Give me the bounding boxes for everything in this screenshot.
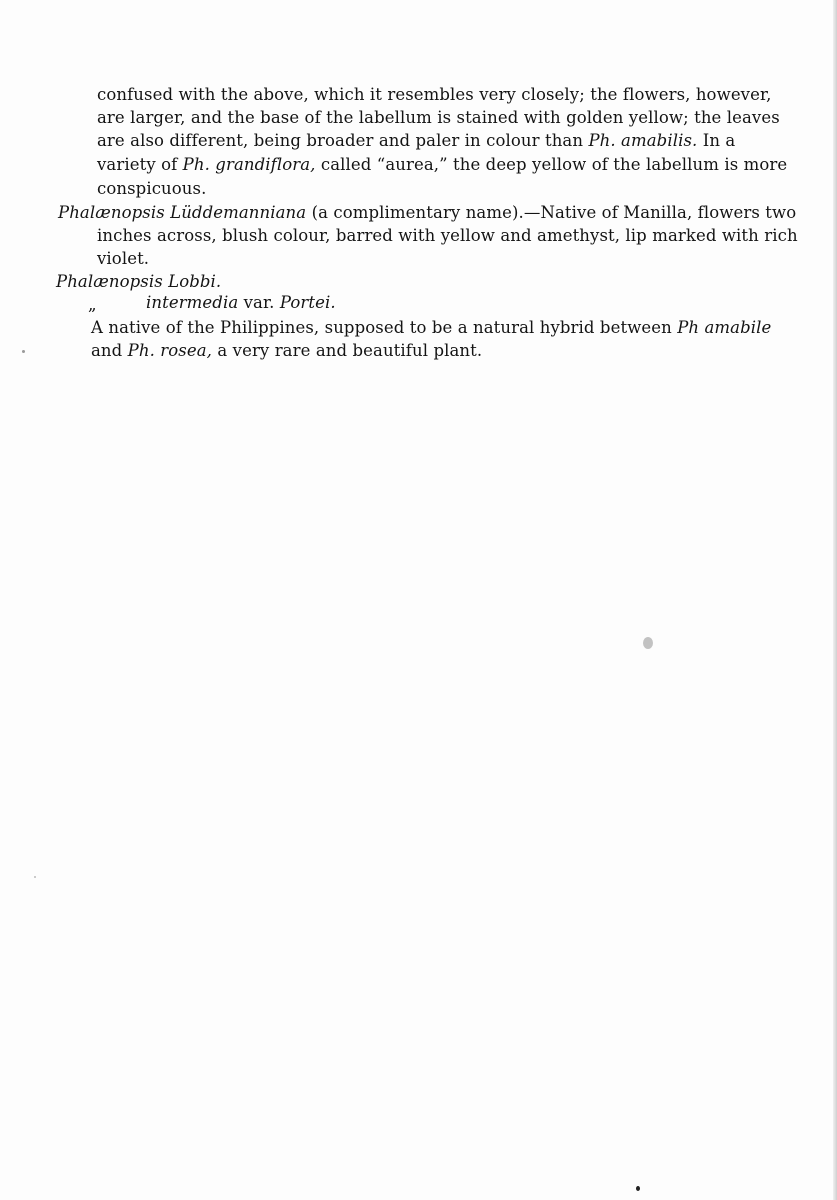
variety-line xyxy=(146,293,336,313)
text: A native of the Philippines, supposed to be a natural hybrid between xyxy=(91,318,678,337)
entry-heading-luddemanniana xyxy=(58,203,796,223)
species-name: Ph. grandiflora, xyxy=(182,155,316,174)
species-name: Phalænopsis Lüddemanniana xyxy=(58,203,307,222)
species-name: Ph. amabilis. xyxy=(588,131,698,150)
text: and xyxy=(91,341,128,360)
entry-subheading-intermedia xyxy=(88,295,97,315)
paragraph-line xyxy=(97,179,206,199)
text: confused with the above, which it resembles very closely; the flowers, however, xyxy=(97,85,772,104)
paragraph-line xyxy=(97,155,787,175)
text: called “aurea,” the deep yellow of the labellum is more xyxy=(315,155,788,174)
text: var. xyxy=(238,293,280,312)
paragraph-line xyxy=(91,318,771,338)
text: are larger, and the base of the labellum is stained with golden yellow; the leaves xyxy=(97,108,780,127)
paragraph-line xyxy=(97,85,772,105)
text: (a complimentary name).—Native of Manilla, flowers two xyxy=(306,203,797,222)
scan-speck xyxy=(34,876,36,878)
scan-speck xyxy=(636,1186,640,1191)
text: a very rare and beautiful plant. xyxy=(212,341,483,360)
paragraph-line xyxy=(97,226,798,246)
text: violet. xyxy=(97,249,150,268)
page-edge-shadow xyxy=(833,0,837,1200)
species-name: Phalænopsis Lobbi. xyxy=(56,272,222,291)
species-name: Ph amabile xyxy=(677,318,772,337)
paragraph-line xyxy=(97,131,735,151)
species-name: intermedia xyxy=(146,293,239,312)
paragraph-line xyxy=(97,108,780,128)
text: conspicuous. xyxy=(97,179,207,198)
paragraph-line xyxy=(97,249,149,269)
variety-name: Portei. xyxy=(279,293,336,312)
text: In a xyxy=(697,131,736,150)
ditto-mark: „ xyxy=(88,295,97,314)
paragraph-line xyxy=(91,341,482,361)
scan-speck xyxy=(22,350,25,353)
species-name: Ph. rosea, xyxy=(127,341,213,360)
text: are also different, being broader and paler in colour than xyxy=(97,131,589,150)
entry-heading-lobbi xyxy=(56,272,221,292)
scan-speck xyxy=(643,637,653,649)
text: inches across, blush colour, barred with yellow and amethyst, lip marked with rich xyxy=(97,226,798,245)
text: variety of xyxy=(97,155,183,174)
